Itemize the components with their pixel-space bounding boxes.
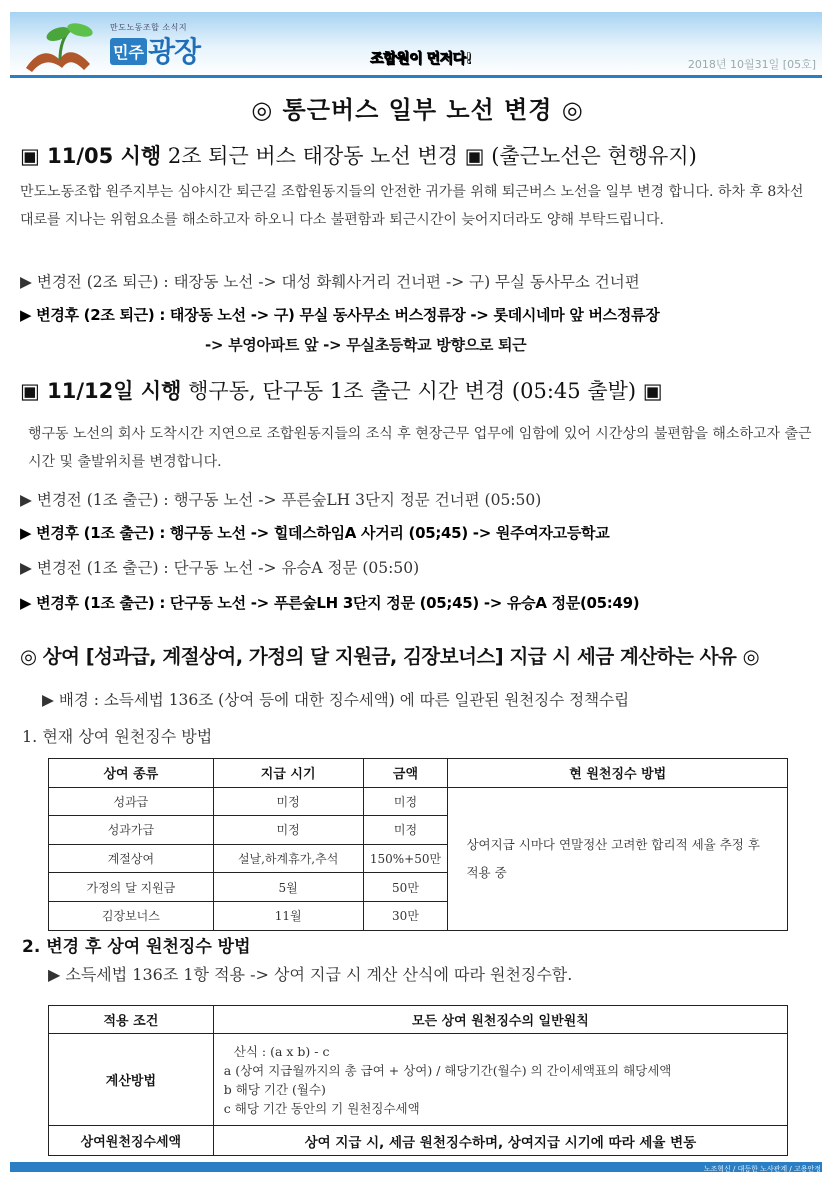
bonus-type-cell: 계절상여 bbox=[49, 844, 214, 873]
section1-title bbox=[20, 140, 697, 170]
section3-title: ◎ 상여 [성과급, 계절상여, 가정의 달 지원금, 김장보너스] 지급 시 세금 계산하는 사유 ◎ bbox=[20, 645, 760, 668]
section2-after-2: ▶ 변경후 (1조 출근) : 단구동 노선 -> 푸른숲LH 3단지 정문 (05;45) -> 유승A 정문(05:49) bbox=[20, 594, 640, 612]
table2-header: 적용 조건 bbox=[49, 1006, 214, 1034]
amount-cell: 미정 bbox=[363, 787, 448, 816]
section1-paragraph: 만도노동조합 원주지부는 심야시간 퇴근길 조합원동지들의 안전한 귀가를 위해 퇴근버스 노선을 일부 변경 합니다. 하차 후 8차선 대로를 지나는 위험요소를 해소하고자 하오니 다소 불편함과 퇴근시간이 늦어지더라도 양해 부탁드립니다. bbox=[20, 184, 804, 228]
footer-slogan: 노조혁신 / 대등한 노사관계 / 고용안정 bbox=[703, 1165, 821, 1173]
section1-title-rest: 2조 퇴근 버스 태장동 노선 변경 ▣ (출근노선은 현행유지) bbox=[161, 144, 697, 168]
current-withholding-table bbox=[48, 758, 788, 931]
section2-paragraph: 행구동 노선의 회사 도착시간 지연으로 조합원동지들의 조식 후 현장근무 업무에 임함에 있어 시간상의 불편함을 해소하고자 출근시간 및 출발위치를 변경합니다. bbox=[28, 426, 812, 470]
section2-after-1: ▶ 변경후 (1조 출근) : 행구동 노선 -> 힐데스하임A 사거리 (05;45) -> 원주여자고등학교 bbox=[20, 524, 610, 542]
pay-time-cell: 11월 bbox=[213, 901, 363, 930]
amount-cell: 50만 bbox=[363, 873, 448, 902]
amount-cell: 미정 bbox=[363, 816, 448, 845]
newsletter-header bbox=[10, 12, 822, 78]
formula-line: b 해당 기간 (월수) bbox=[223, 1081, 326, 1097]
logo bbox=[20, 18, 220, 74]
pay-time-cell: 5월 bbox=[213, 873, 363, 902]
changed-method-heading: 2. 변경 후 상여 원천징수 방법 bbox=[22, 937, 251, 957]
formula-line: 산식 : (a x b) - c bbox=[233, 1043, 330, 1059]
pay-time-cell: 설날,하계휴가,추석 bbox=[213, 844, 363, 873]
changed-method-line: ▶ 소득세법 136조 1항 적용 -> 상여 지급 시 계산 산식에 따라 원천징수함. bbox=[48, 965, 573, 984]
section1-after: ▶ 변경후 (2조 퇴근) : 태장동 노선 -> 구) 무실 동사무소 버스정류장 -> 롯데시네마 앞 버스정류장 bbox=[20, 306, 660, 324]
table-row bbox=[49, 1034, 788, 1126]
logo-title: 광장 bbox=[148, 35, 201, 68]
formula-line: c 해당 기간 동안의 기 원천징수세액 bbox=[223, 1100, 420, 1116]
bonus-type-cell: 가정의 달 지원금 bbox=[49, 873, 214, 902]
section2-title bbox=[20, 375, 663, 405]
bonus-type-cell: 성과급 bbox=[49, 787, 214, 816]
amount-cell: 30만 bbox=[363, 901, 448, 930]
issue-date: 2018년 10월31일 [05호] bbox=[687, 58, 816, 71]
table1-header: 현 원천징수 방법 bbox=[448, 759, 788, 788]
bonus-type-cell: 김장보너스 bbox=[49, 901, 214, 930]
section1-after-cont: -> 부영아파트 앞 -> 무실초등학교 방향으로 퇴근 bbox=[205, 336, 527, 354]
section2-title-rest: 행구동, 단구동 1조 출근 시간 변경 (05:45 출발) ▣ bbox=[181, 379, 663, 403]
section1-before: ▶ 변경전 (2조 퇴근) : 태장동 노선 -> 대성 화훼사거리 건너편 -> 구) 무실 동사무소 건너편 bbox=[20, 273, 640, 291]
pay-time-cell: 미정 bbox=[213, 816, 363, 845]
logo-subtitle: 만도노동조합 소식지 bbox=[110, 23, 188, 32]
section3-background: ▶ 배경 : 소득세법 136조 (상여 등에 대한 징수세액) 에 따른 일관된 원천징수 정책수립 bbox=[42, 691, 630, 709]
section2-title-prefix: ▣ 11/12일 시행 bbox=[20, 379, 182, 403]
current-method-note: 상여지급 시마다 연말정산 고려한 합리적 세율 추정 후 적용 중 bbox=[448, 787, 788, 930]
withholding-value: 상여 지급 시, 세금 원천징수하며, 상여지급 시기에 따라 세율 변동 bbox=[213, 1126, 787, 1156]
bonus-type-cell: 성과가급 bbox=[49, 816, 214, 845]
withholding-label: 상여원천징수세액 bbox=[49, 1126, 214, 1156]
logo-minju: 민주 bbox=[110, 38, 147, 65]
section1-title-prefix: ▣ 11/05 시행 bbox=[20, 144, 162, 168]
section2-before-2: ▶ 변경전 (1조 출근) : 단구동 노선 -> 유승A 정문 (05:50) bbox=[20, 559, 420, 577]
page-title: ◎ 통근버스 일부 노선 변경 ◎ bbox=[251, 95, 584, 124]
current-method-heading: 1. 현재 상여 원천징수 방법 bbox=[22, 727, 213, 746]
pay-time-cell: 미정 bbox=[213, 787, 363, 816]
formula-line: a (상여 지급월까지의 총 급여 + 상여) / 해당기간(월수) 의 간이세액표의 해당세액 bbox=[223, 1062, 672, 1078]
table-row bbox=[49, 1126, 788, 1156]
calc-method-label: 계산방법 bbox=[49, 1034, 214, 1126]
changed-withholding-table bbox=[48, 1005, 788, 1156]
sprout-hands-icon bbox=[20, 20, 102, 74]
table1-header: 금액 bbox=[363, 759, 448, 788]
amount-cell: 150%+50만 bbox=[363, 844, 448, 873]
footer-bar bbox=[10, 1162, 822, 1172]
section2-before-1: ▶ 변경전 (1조 출근) : 행구동 노선 -> 푸른숲LH 3단지 정문 건너편 (05:50) bbox=[20, 491, 542, 509]
slogan: 조합원이 먼저다! bbox=[370, 51, 472, 67]
table-row bbox=[49, 787, 788, 816]
table1-header: 상여 종류 bbox=[49, 759, 214, 788]
table2-header: 모든 상여 원천징수의 일반원칙 bbox=[213, 1006, 787, 1034]
table1-header: 지급 시기 bbox=[213, 759, 363, 788]
calc-formula bbox=[213, 1034, 787, 1126]
